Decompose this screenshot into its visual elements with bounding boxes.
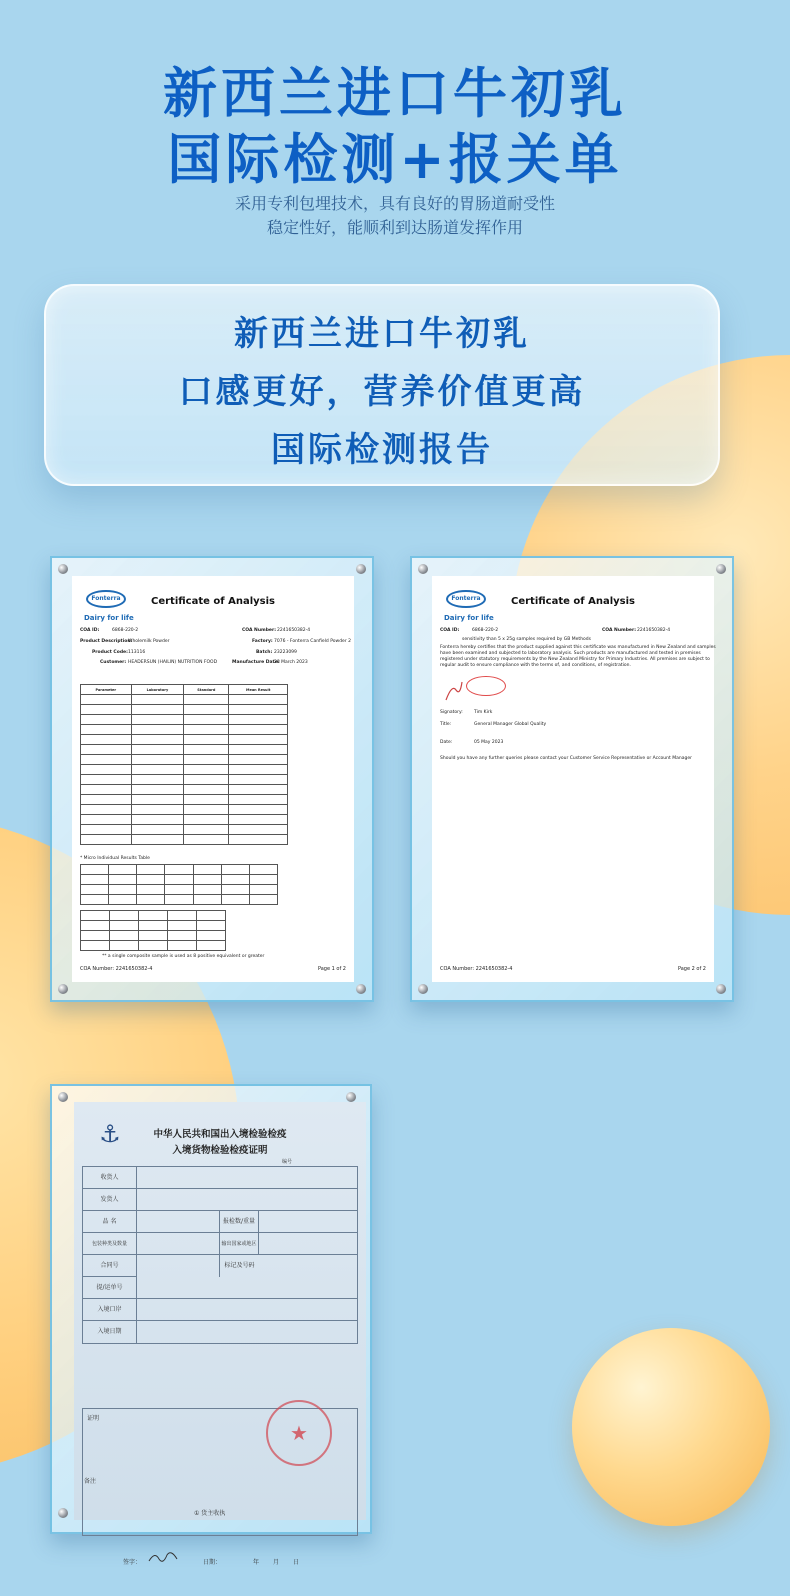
coa-id-value: 6868-220-2	[472, 628, 499, 633]
signatory-value: Tim Kirk	[474, 710, 493, 715]
frame-pin	[58, 1092, 68, 1102]
cert-row	[83, 1211, 357, 1233]
factory-label: Factory:	[252, 639, 273, 644]
signatory-label: Signatory:	[440, 710, 463, 715]
date-label: 日期：	[203, 1559, 222, 1566]
frame-pin	[58, 1508, 68, 1518]
contract-no-label: 合同号	[83, 1255, 137, 1277]
date-day: 日	[293, 1559, 300, 1566]
table-header: Parameter	[81, 685, 132, 695]
coa-id-label: COA ID:	[440, 628, 460, 633]
sign-label: 签字：	[123, 1559, 142, 1566]
table-row	[81, 875, 278, 885]
certify-paragraph-line: Fonterra hereby certifies that the product supplied against this certificate was manufactured in New Zealand and samples	[440, 645, 716, 650]
frame-pin	[356, 564, 366, 574]
coa-number-value: 2241650382-4	[277, 628, 311, 633]
table-row	[81, 815, 288, 825]
cert-row	[83, 1189, 357, 1211]
table-row	[81, 785, 288, 795]
table-row	[81, 715, 288, 725]
product-desc-label: Product Description:	[80, 639, 133, 644]
coa-footer-number: COA Number: 2241650382-4	[440, 966, 513, 972]
table-row	[81, 931, 226, 941]
certify-paragraph-line: have been examined and subjected to laboratory analysis. Such products are manufactured and tested in premises	[440, 651, 701, 656]
holder-copy-label: ① 货主收执	[194, 1510, 226, 1517]
signature-icon	[444, 680, 464, 702]
frame-pin	[716, 564, 726, 574]
table-row	[81, 735, 288, 745]
table-row	[81, 825, 288, 835]
certificate-frame-page1	[50, 556, 374, 1002]
frame-pin	[346, 1092, 356, 1102]
packaging-label: 包装种类及数量	[83, 1233, 137, 1254]
sensitivity-text: sensitivity than 5 x 25g samples required by GB Methods	[462, 637, 591, 642]
cert-row	[83, 1299, 357, 1321]
date-label: Date:	[440, 740, 453, 745]
coa-footer-page: Page 1 of 2	[317, 966, 346, 972]
quantity-weight-label: 报检数/重量	[219, 1211, 259, 1232]
coa-footer-page: Page 2 of 2	[677, 966, 706, 972]
table-header: Laboratory	[131, 685, 184, 695]
certify-paragraph-line: regular audit to ensure compliance with the terms of, and conditions, of registration.	[440, 663, 631, 668]
entry-date-label: 入境日期	[83, 1321, 137, 1343]
product-desc-value: Wholemilk Powder	[128, 639, 170, 644]
coa-number-value: 2241650382-4	[637, 628, 671, 633]
consignee-label: 收货人	[83, 1167, 137, 1188]
manufacture-date-label: Manufacture Date:	[232, 660, 280, 665]
table-row	[81, 835, 288, 845]
subtitle-line1: 采用专利包埋技术，具有良好的胃肠道耐受性	[234, 194, 555, 213]
table-row	[81, 921, 226, 931]
coa-title: Certificate of Analysis	[511, 596, 635, 607]
table-row	[81, 745, 288, 755]
table-row	[81, 725, 288, 735]
table-row	[81, 705, 288, 715]
fonterra-logo: Fonterra	[86, 590, 126, 608]
headline-line1: 新西兰进口牛初乳	[163, 62, 627, 125]
marks-label: 标记及号码	[219, 1255, 259, 1277]
coa-results-table	[80, 684, 288, 845]
fonterra-tagline: Dairy for life	[444, 614, 494, 622]
micro-table-title: * Micro Individual Results Table	[80, 856, 150, 861]
bill-of-lading-label: 提/运单号	[83, 1277, 137, 1299]
date-month: 月	[273, 1559, 280, 1566]
table-row	[81, 695, 288, 705]
inspection-emblem-icon: ⚓	[99, 1120, 121, 1148]
frame-pin	[356, 984, 366, 994]
origin-country-label: 输出国家或地区	[219, 1233, 259, 1254]
table-row	[81, 775, 288, 785]
entry-port-label: 入境口岸	[83, 1299, 137, 1320]
fonterra-logo: Fonterra	[446, 590, 486, 608]
frame-pin	[716, 984, 726, 994]
remark-label: 备注	[84, 1478, 97, 1485]
table-row	[81, 755, 288, 765]
footnote: ** a single composite sample is used as 8 positive equivalent or greater	[102, 954, 265, 959]
coa-id-value: 6868-220-2	[112, 628, 139, 633]
frame-pin	[58, 984, 68, 994]
micro-results-table-1	[80, 864, 278, 905]
official-stamp-icon	[466, 676, 506, 696]
batch-label: Batch:	[256, 650, 273, 655]
product-name-label: 品 名	[83, 1211, 137, 1232]
panel-line2: 口感更好，营养价值更高	[178, 372, 586, 412]
frame-pin	[418, 984, 428, 994]
date-value: 05 May 2023	[474, 740, 504, 745]
table-row	[81, 805, 288, 815]
customs-certificate-frame	[50, 1084, 372, 1566]
subtitle-line2: 稳定性好，能顺利到达肠道发挥作用	[266, 218, 523, 237]
table-header: Standard	[184, 685, 229, 695]
cert-row	[83, 1255, 357, 1299]
customer-value: HEADERSUN (HAILIN) NUTRITION FOOD	[128, 660, 218, 665]
table-row	[81, 911, 226, 921]
handwritten-signature-icon	[147, 1549, 181, 1565]
coa-footer-number: COA Number: 2241650382-4	[80, 966, 153, 972]
product-code-value: 113116	[128, 650, 146, 655]
panel-line1: 新西兰进口牛初乳	[234, 314, 530, 354]
cert-row	[83, 1167, 357, 1189]
coa-title: Certificate of Analysis	[151, 596, 275, 607]
panel-line3: 国际检测报告	[271, 430, 493, 470]
frame-pin	[418, 564, 428, 574]
cert-row	[83, 1321, 357, 1343]
coa-number-label: COA Number:	[602, 628, 637, 633]
official-seal-icon: ★	[266, 1400, 332, 1466]
table-row	[81, 795, 288, 805]
micro-results-table-2	[80, 910, 226, 951]
certificate-frame-page2	[410, 556, 734, 1002]
decorative-orange-ball-bottom	[572, 1328, 770, 1526]
customs-info-grid	[82, 1166, 358, 1344]
glass-info-panel	[44, 284, 720, 486]
certify-paragraph-line: registered under statutory requirements by the New Zealand Ministry for Primary Industries. All premises are subject to	[440, 657, 710, 662]
date-year: 年	[253, 1559, 260, 1566]
contact-line: Should you have any further queries please contact your Customer Service Representative or Account Manager	[440, 756, 692, 761]
consignor-label: 发货人	[83, 1189, 137, 1210]
table-row	[81, 941, 226, 951]
customs-certificate-paper	[74, 1102, 366, 1566]
coa-id-label: COA ID:	[80, 628, 100, 633]
frame-pin	[58, 564, 68, 574]
cert-row	[83, 1233, 357, 1255]
coa-number-label: COA Number:	[242, 628, 277, 633]
product-code-label: Product Code:	[92, 650, 128, 655]
batch-value: 23223099	[274, 650, 297, 655]
manufacture-date-value: 28 March 2023	[274, 660, 308, 665]
headline-line2: 国际检测+报关单	[167, 128, 623, 191]
coa-paper-page2	[432, 576, 714, 982]
table-header: Mean Result	[229, 685, 288, 695]
customer-label: Customer:	[100, 660, 127, 665]
coa-paper-page1	[72, 576, 354, 982]
table-row	[81, 765, 288, 775]
title-label: Title:	[440, 722, 452, 727]
table-row	[81, 885, 278, 895]
certify-label: 证明	[87, 1415, 100, 1422]
customs-title-line1: 中华人民共和国出入境检验检疫	[153, 1129, 287, 1140]
table-row	[81, 895, 278, 905]
number-label: 编号	[282, 1159, 293, 1165]
fonterra-tagline: Dairy for life	[84, 614, 134, 622]
table-row	[81, 865, 278, 875]
factory-value: 7076 - Fonterra Canfield Powder 2	[274, 639, 351, 644]
title-value: General Manager Global Quality	[474, 722, 547, 727]
customs-title-line2: 入境货物检验检疫证明	[172, 1145, 268, 1156]
